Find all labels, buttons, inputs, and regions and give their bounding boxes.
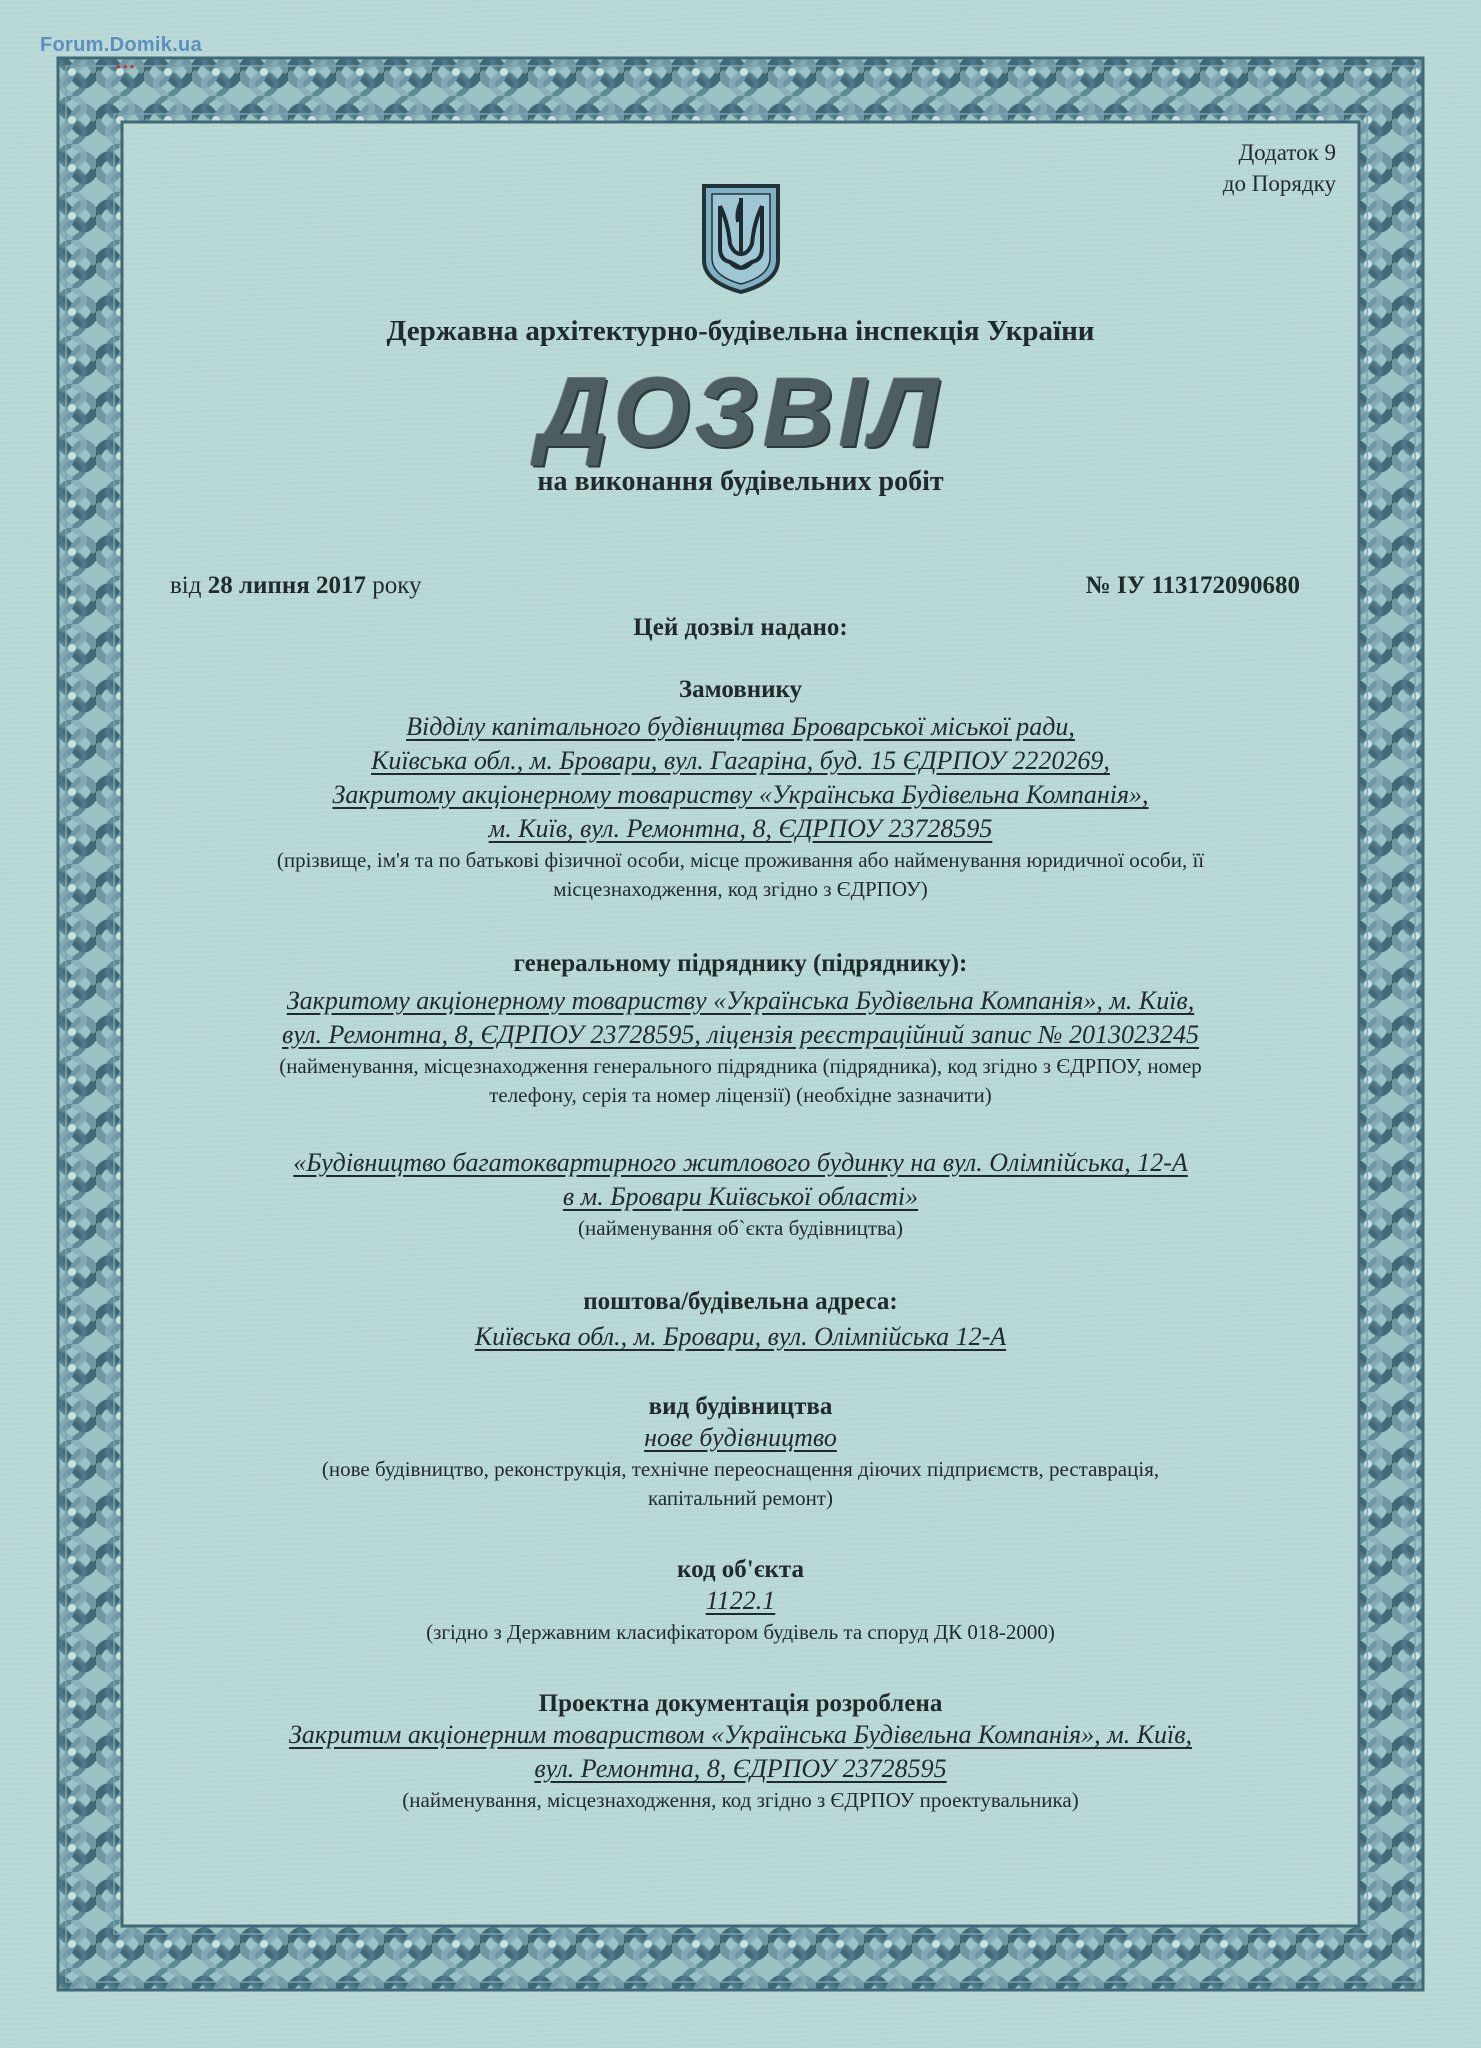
address-heading: поштова/будівельна адреса: [583,1288,898,1315]
object-code-value: 1122.1 [705,1586,776,1615]
document-purpose: на виконання будівельних робіт [537,466,944,497]
construction-type-note: капітальний ремонт) [648,1486,833,1510]
object-code-note: (згідно з Державним класифікатором будівель та споруд ДК 018-2000) [426,1620,1055,1644]
object-code-heading: код об'єкта [677,1556,804,1583]
contractor-heading: генеральному підряднику (підряднику): [513,950,968,977]
contractor-line: вул. Ремонтна, 8, ЄДРПОУ 23728595, ліцензія реєстраційний запис № 2013023245 [282,1020,1199,1049]
object-section [150,1146,1331,1243]
permit-number: № ІУ 113172090680 [1085,572,1300,599]
document-title: ДОЗВІЛ [537,357,944,467]
customer-line: Закритому акціонерному товариству «Українська Будівельна Компанія», [332,780,1149,809]
customer-line: м. Київ, вул. Ремонтна, 8, ЄДРПОУ 23728595 [488,814,993,843]
customer-note: (прізвище, ім'я та по батькові фізичної особи, місце проживання або найменування юридичної особи, її [276,848,1205,872]
customer-line: Київська обл., м. Бровари, вул. Гагаріна, буд. 15 ЄДРПОУ 2220269, [371,746,1110,775]
customer-section [150,676,1331,904]
customer-note: місцезнаходження, код згідно з ЄДРПОУ) [553,877,928,901]
construction-type-heading: вид будівництва [648,1393,833,1420]
project-docs-line: Закритим акціонерним товариством «Українська Будівельна Компанія», м. Київ, [288,1720,1193,1749]
project-docs-heading: Проектна документація розроблена [538,1690,943,1717]
object-line: в м. Бровари Київської області» [562,1182,919,1211]
object-note: (найменування об`єкта будівництва) [578,1216,903,1240]
contractor-note: (найменування, місцезнаходження генерального підрядника (підрядника), код згідно з ЄДРПОУ, номер [279,1054,1202,1078]
customer-heading: Замовнику [678,676,803,703]
granted-heading: Цей дозвіл надано: [633,614,848,641]
watermark-dots: ● ● ● [116,62,135,71]
issue-date: від 28 липня 2017 року [170,572,422,599]
project-docs-note: (найменування, місцезнаходження, код згідно з ЄДРПОУ проектувальника) [402,1788,1079,1812]
project-docs-line: вул. Ремонтна, 8, ЄДРПОУ 23728595 [534,1754,947,1783]
customer-line: Відділу капітального будівництва Броварської міської ради, [406,712,1075,741]
watermark: Forum.Domik.ua [40,34,202,56]
addendum-label: Додаток 9 до Порядку [1222,140,1336,196]
contractor-note: телефону, серія та номер ліцензії) (необхідне зазначити) [489,1083,992,1107]
construction-type-note: (нове будівництво, реконструкція, технічне переоснащення діючих підприємств, реставрація, [321,1457,1160,1481]
trident-emblem-icon [700,182,782,294]
construction-type-value: нове будівництво [644,1423,837,1452]
project-docs-section [150,1690,1331,1815]
object-line: «Будівництво багатоквартирного житлового будинку на вул. Олімпійська, 12-А [293,1148,1188,1177]
construction-type-section [150,1393,1331,1513]
object-code-section [150,1556,1331,1647]
address-line: Київська обл., м. Бровари, вул. Олімпійська 12-А [474,1322,1007,1351]
address-section [150,1288,1331,1354]
contractor-line: Закритому акціонерному товариству «Українська Будівельна Компанія», м. Київ, [286,986,1195,1015]
agency-name: Державна архітектурно-будівельна інспекція України [386,315,1095,347]
contractor-section [150,950,1331,1110]
